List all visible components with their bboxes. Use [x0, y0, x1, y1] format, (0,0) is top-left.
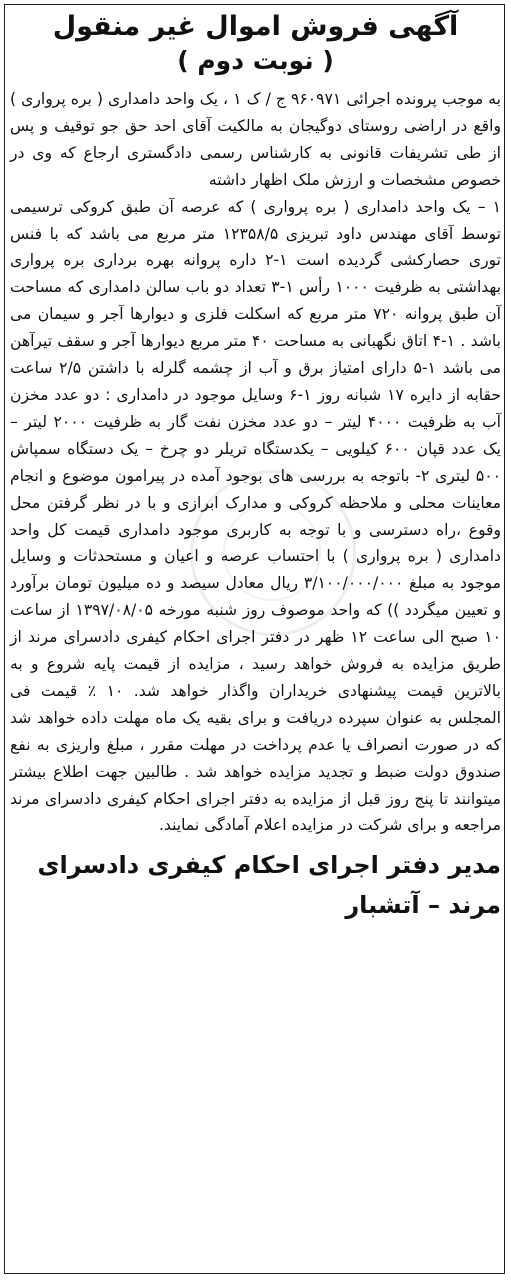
notice-subtitle: ( نوبت دوم ): [177, 46, 334, 75]
notice-signature: مدیر دفتر اجرای احکام کیفری دادسرای مرند – آتشبار: [37, 851, 501, 920]
notice-document: [10, 10, 501, 925]
notice-paragraph-intro: به موجب پرونده اجرائی ۹۶۰۹۷۱ ج / ک ۱ ، یک واحد دامداری ( بره پرواری ) واقع در اراضی روستای دوگیجان به مالکیت آقای احد حق جو توقیف و پس از طی تشریفات قانونی به کارشناس رسمی دادگستری ارجاع که وی در خصوص مشخصات و ارزش ملک اظهار داشته: [10, 90, 501, 189]
notice-paragraph-details: ۱ – یک واحد دامداری ( بره پرواری ) که عرصه آن طبق کروکی ترسیمی توسط آقای مهندس داود تبریزی ۱۲۳۵۸/۵ متر مربع می باشد که با فنس توری حصارکشی گردیده است ۱-۲ داره پروانه بهره برداری بره پرواری بهداشتی به ظرفیت ۱۰۰۰ رأس ۱-۳ تعداد دو باب سالن دامداری که مساحت آن طبق پروانه ۷۲۰ متر مربع که اسکلت فلزی و دیوارها آجر و سیمان می باشد . ۱-۴ اتاق نگهبانی به مساحت ۴۰ متر مربع دیوارها آجر و سقف تیرآهن می باشد ۱-۵ دارای امتیاز برق و آب از چشمه گلرله با داشتن ۲/۵ ساعت حقابه از دایره ۱۷ شبانه روز ۱-۶ وسایل موجود در دامداری : دو عدد مخزن آب به ظرفیت ۴۰۰۰ لیتر – دو عدد مخزن نفت گار به ظرفیت ۲۰۰۰ لیتر – یک عدد قپان ۶۰۰ کیلویی – یکدستگاه تریلر دو چرخ – یک دستگاه سمپاش ۵۰۰ لیتری ۲- باتوجه به بررسی های بوجود آمده در پیرامون موضوع و انجام معاینات محلی و ملاحظه کروکی و مدارک ابرازی و با در نظر گرفتن محل وقوع ،راه دسترسی و با توجه به کاربری موجود دامداری قیمت کل واحد دامداری ( بره پرواری ) با احتساب عرصه و اعیان و مستحدثات و وسایل موجود به مبلغ ۳/۱۰۰/۰۰۰/۰۰۰ ریال معادل سیصد و ده میلیون تومان برآورد و تعیین میگردد )) که واحد موصوف روز شنبه مورخه ۱۳۹۷/۰۸/۰۵ از ساعت ۱۰ صبح الی ساعت ۱۲ ظهر در دفتر اجرای احکام کیفری دادسرای مرند از طریق مزایده به فروش خواهد رسید ، مزایده از قیمت پایه شروع و به بالاترین قیمت پیشنهادی خریداران واگذار خواهد شد. ۱۰ ٪ قیمت فی المجلس به عنوان سپرده دریافت و برای بقیه یک ماه مهلت داده خواهد شد که در صورت انصراف یا عدم پرداخت در مهلت مقرر ، مبلغ واریزی به نفع صندوق دولت ضبط و تجدید مزایده خواهد شد . طالبین جهت اطلاع بیشتر میتوانند تا پنج روز قبل از مزایده به دفتر اجرای احکام کیفری دادسرای مرند مراجعه و برای شرکت در مزایده اعلام آمادگی نمایند.: [10, 197, 502, 835]
notice-title: آگهی فروش اموال غیر منقول: [52, 11, 459, 42]
